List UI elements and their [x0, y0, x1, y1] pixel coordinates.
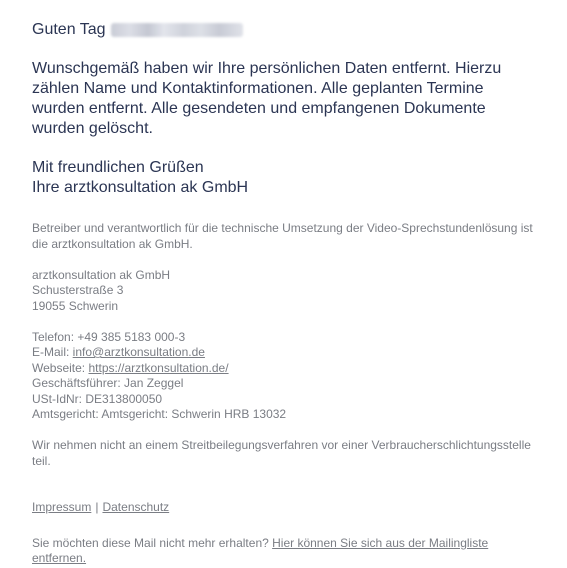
- legal-links: [32, 500, 535, 516]
- contact-website-label: Webseite:: [32, 360, 89, 375]
- greeting: [32, 20, 535, 40]
- address-city: 19055 Schwerin: [32, 298, 119, 313]
- contact-phone: Telefon: +49 385 5183 000-3: [32, 329, 186, 344]
- address-company: arztkonsultation ak GmbH: [32, 267, 171, 282]
- signoff-greeting: Mit freundlichen Grüßen: [32, 159, 204, 176]
- signoff-company: Ihre arztkonsultation ak GmbH: [32, 179, 249, 196]
- contact-ceo: Geschäftsführer: Jan Zeggel: [32, 376, 184, 390]
- contact-website-row: [32, 361, 535, 377]
- website-link[interactable]: https://arztkonsultation.de/: [88, 360, 229, 375]
- email-link[interactable]: info@arztkonsultation.de: [72, 345, 205, 359]
- link-separator: |: [95, 500, 99, 514]
- address-street: Schusterstraße 3: [32, 283, 124, 297]
- contact-email-row: [32, 345, 535, 361]
- arbitration-note: Wir nehmen nicht an einem Streitbeilegungsverfahren vor einer Verbraucherschlichtungsstelle teil.: [32, 438, 531, 468]
- imprint-link[interactable]: Impressum: [32, 500, 92, 514]
- unsubscribe-note: [32, 536, 535, 567]
- contact-email-label: E-Mail:: [32, 345, 73, 359]
- redacted-recipient-name: [111, 23, 243, 37]
- unsubscribe-link[interactable]: Hier können Sie sich aus der Mailingliste entfernen.: [32, 535, 489, 565]
- contact-court: Amtsgericht: Amtsgericht: Schwerin HRB 13032: [32, 407, 287, 421]
- privacy-link[interactable]: Datenschutz: [102, 500, 170, 514]
- email-footer: [32, 221, 535, 567]
- company-contact: [32, 330, 535, 423]
- greeting-prefix: Guten Tag: [32, 21, 106, 38]
- operator-note: Betreiber und verantwortlich für die technische Umsetzung der Video-Sprechstundenlösung ist die arztkonsultation ak GmbH.: [32, 221, 533, 251]
- message-text: Wunschgemäß haben wir Ihre persönlichen Daten entfernt. Hierzu zählen Name und Kontaktinformationen. Alle geplanten Termine wurden entfernt. Alle gesendeten und empfangenen Dokumente wurden gelöscht.: [32, 60, 502, 137]
- unsubscribe-text: Sie möchten diese Mail nicht mehr erhalten?: [32, 535, 273, 550]
- signoff: [32, 158, 535, 198]
- contact-vat-id: USt-IdNr: DE313800050: [32, 391, 163, 406]
- company-address: [32, 268, 535, 315]
